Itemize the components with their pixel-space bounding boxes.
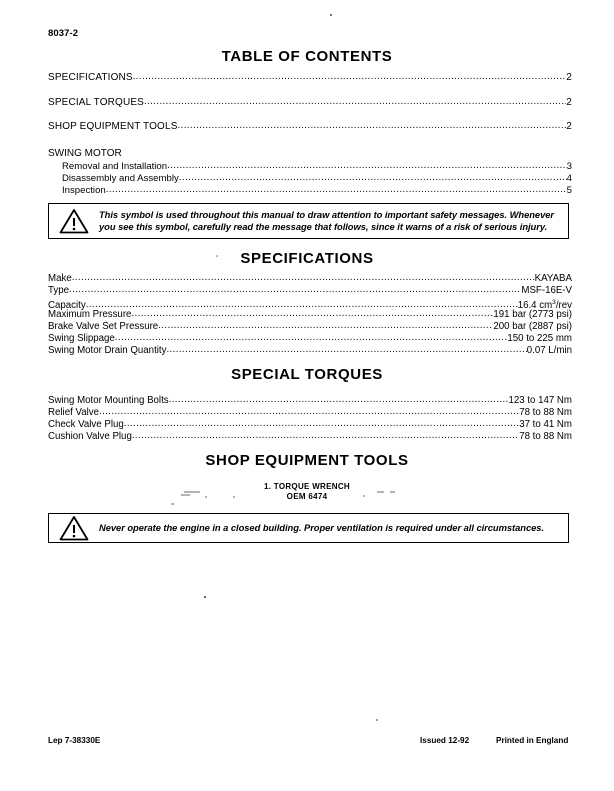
toc-entry-removal-and-installation[interactable] [62,161,572,172]
specifications-title: SPECIFICATIONS [240,250,374,267]
table-of-contents-title: TABLE OF CONTENTS [221,48,393,65]
toc-entry-specifications[interactable] [48,72,572,83]
torque-value: 123 to 147 Nm [508,395,572,406]
dot-leader [158,320,493,331]
dot-leader [72,272,535,283]
dot-leader [124,418,519,429]
dot-leader [99,406,519,417]
dot-leader [178,120,567,131]
dot-leader [167,160,567,171]
torque-label: Swing Motor Mounting Bolts [48,395,169,406]
tool-illustration-artifact [390,491,395,493]
tool-illustration-artifact [184,491,200,493]
spec-label: Capacity [48,300,86,312]
spec-row [48,273,572,284]
footer-publication-code: Lep 7-38330E [48,736,101,745]
torque-row [48,419,572,430]
spec-label: Maximum Pressure [48,309,132,320]
warning-triangle-icon [59,515,89,541]
dot-leader [169,394,509,405]
toc-entry-label: Disassembly and Assembly [62,173,179,184]
toc-entry-label: Removal and Installation [62,161,168,172]
torque-label: Cushion Valve Plug [48,431,132,442]
spec-value: 150 to 225 mm [507,333,572,344]
toc-group-swing-motor: SWING MOTOR [48,148,122,159]
spec-row [48,345,572,356]
toc-entry-page: 2 [566,121,572,132]
spec-label: Brake Valve Set Pressure [48,321,159,332]
dot-leader [132,430,519,441]
dot-leader [106,184,567,195]
torque-row [48,431,572,442]
safety-symbol-notice-text: This symbol is used throughout this manual to draw attention to important safety messages. Whenever you see this symbol, carefully read the message that follows, since it warns of a risk of serious injury. [99,208,555,232]
tool-illustration-artifact [171,503,174,505]
spec-value: 0.07 L/min [526,345,572,356]
footer-issued-date: Issued 12-92 [420,736,470,745]
toc-entry-page: 2 [566,97,572,108]
ventilation-warning-box [48,513,569,543]
toc-entry-page: 4 [566,173,572,184]
toc-entry-label: Inspection [62,185,106,196]
spec-label: Swing Slippage [48,333,115,344]
warning-triangle-icon [59,208,89,234]
dot-leader [133,71,567,82]
spec-label: Type [48,285,70,296]
torque-value: 37 to 41 Nm [519,419,572,430]
spec-value: 191 bar (2773 psi) [493,309,572,320]
spec-label: Make [48,273,72,284]
toc-entry-label: SHOP EQUIPMENT TOOLS [48,121,178,132]
spec-value: 16.4 $cm^3$/rev [517,299,572,312]
safety-symbol-notice-box [48,203,569,239]
toc-entry-label: SPECIFICATIONS [48,72,133,83]
toc-entry-page: 5 [566,185,572,196]
tool-illustration-artifact [377,491,384,493]
tool-illustration-artifact [363,495,365,497]
spec-value: 200 bar (2887 psi) [493,321,572,332]
dot-leader [166,344,526,355]
scan-speckle [204,596,206,598]
shop-equipment-tools-title: SHOP EQUIPMENT TOOLS [205,452,409,469]
dot-leader [179,172,567,183]
ventilation-warning-text: Never operate the engine in a closed building. Proper ventilation is required under all circumstances. [99,521,545,533]
spec-value: MSF-16E-V [521,285,572,296]
scan-speckle [330,14,332,16]
torque-value: 78 to 88 Nm [519,407,572,418]
toc-entry-label: SPECIAL TORQUES [48,97,144,108]
tool-illustration-artifact [233,496,235,498]
dot-leader [115,332,508,343]
scan-speckle [376,719,378,721]
dot-leader [69,284,521,295]
tool-item-code: OEM 6474 [286,492,328,501]
toc-entry-inspection[interactable] [62,185,572,196]
toc-entry-shop-equipment-tools[interactable] [48,121,572,132]
torque-value: 78 to 88 Nm [519,431,572,442]
torque-label: Check Valve Plug [48,419,124,430]
torque-row [48,407,572,418]
toc-entry-disassembly-and-assembly[interactable] [62,173,572,184]
spec-row [48,321,572,332]
dot-leader [131,308,493,319]
dot-leader [144,96,566,107]
tool-illustration-artifact [205,496,207,498]
footer-printed-in: Printed in England [496,736,569,745]
toc-entry-page: 3 [566,161,572,172]
spec-label: Swing Motor Drain Quantity [48,345,167,356]
spec-row [48,333,572,344]
spec-row [48,285,572,296]
spec-value: KAYABA [534,273,572,284]
document-number: 8037-2 [48,28,79,39]
tool-item-name: 1. TORQUE WRENCH [264,482,350,491]
torque-label: Relief Valve [48,407,99,418]
toc-entry-page: 2 [566,72,572,83]
special-torques-title: SPECIAL TORQUES [231,366,383,383]
toc-entry-special-torques[interactable] [48,97,572,108]
spec-row [48,309,572,320]
torque-row [48,395,572,406]
tool-illustration-artifact [181,494,190,496]
